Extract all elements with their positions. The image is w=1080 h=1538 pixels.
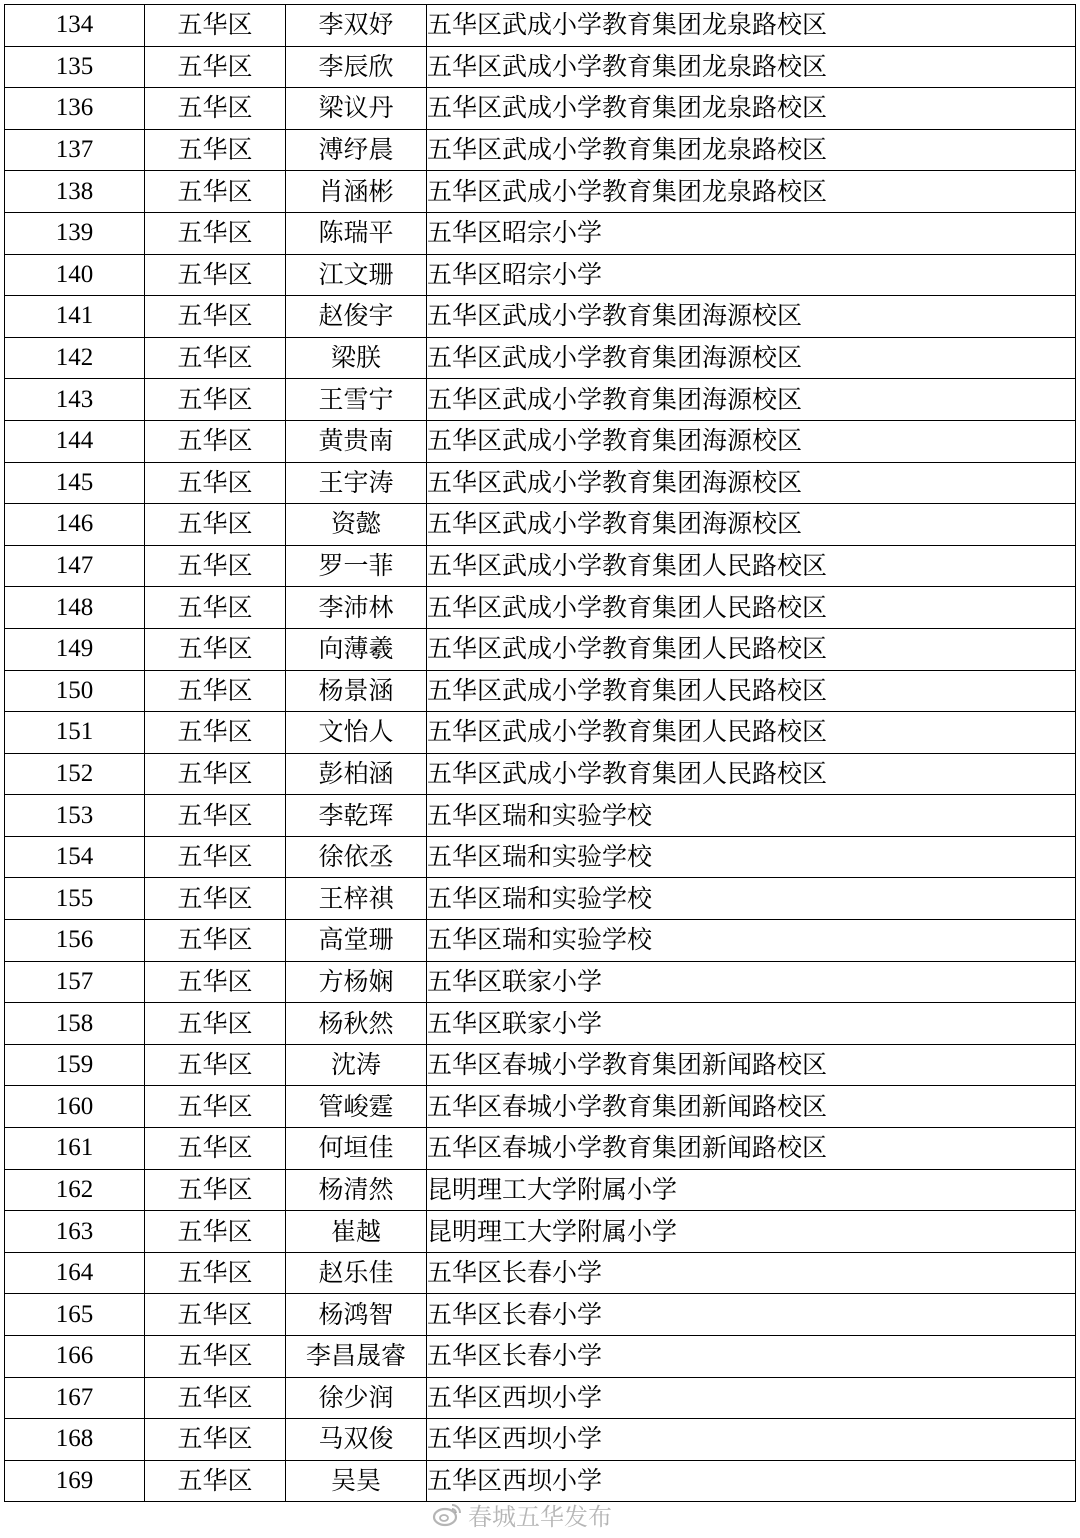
row-number-cell: 163	[5, 1211, 145, 1253]
table-row	[5, 1211, 1076, 1253]
district-cell: 五华区	[145, 1336, 286, 1378]
school-cell: 五华区昭宗小学	[427, 212, 1076, 254]
student-name-cell: 肖涵彬	[286, 171, 427, 213]
table-row	[5, 1252, 1076, 1294]
school-cell: 五华区长春小学	[427, 1252, 1076, 1294]
district-cell: 五华区	[145, 1128, 286, 1170]
student-name-cell: 资懿	[286, 504, 427, 546]
district-cell: 五华区	[145, 296, 286, 338]
table-row	[5, 1419, 1076, 1461]
district-cell: 五华区	[145, 920, 286, 962]
table-row	[5, 1377, 1076, 1419]
school-cell: 五华区武成小学教育集团海源校区	[427, 296, 1076, 338]
table-row	[5, 1294, 1076, 1336]
district-cell: 五华区	[145, 379, 286, 421]
district-cell: 五华区	[145, 420, 286, 462]
school-cell: 五华区武成小学教育集团人民路校区	[427, 587, 1076, 629]
row-number-cell: 146	[5, 504, 145, 546]
district-cell: 五华区	[145, 46, 286, 88]
district-cell: 五华区	[145, 1044, 286, 1086]
table-row	[5, 753, 1076, 795]
student-name-cell: 马双俊	[286, 1419, 427, 1461]
roster-table-body	[5, 5, 1076, 1502]
student-name-cell: 向薄羲	[286, 628, 427, 670]
student-name-cell: 江文珊	[286, 254, 427, 296]
table-row	[5, 1169, 1076, 1211]
student-name-cell: 王宇涛	[286, 462, 427, 504]
student-name-cell: 彭柏涵	[286, 753, 427, 795]
row-number-cell: 138	[5, 171, 145, 213]
school-cell: 五华区瑞和实验学校	[427, 795, 1076, 837]
district-cell: 五华区	[145, 1003, 286, 1045]
district-cell: 五华区	[145, 1419, 286, 1461]
row-number-cell: 158	[5, 1003, 145, 1045]
school-cell: 五华区武成小学教育集团人民路校区	[427, 628, 1076, 670]
school-cell: 五华区联家小学	[427, 961, 1076, 1003]
table-row	[5, 88, 1076, 130]
student-name-cell: 黄贵南	[286, 420, 427, 462]
student-name-cell: 王梓祺	[286, 878, 427, 920]
school-cell: 五华区武成小学教育集团龙泉路校区	[427, 88, 1076, 130]
row-number-cell: 147	[5, 545, 145, 587]
table-row	[5, 1128, 1076, 1170]
row-number-cell: 136	[5, 88, 145, 130]
table-row	[5, 171, 1076, 213]
school-cell: 五华区西坝小学	[427, 1419, 1076, 1461]
student-name-cell: 李辰欣	[286, 46, 427, 88]
table-row	[5, 1086, 1076, 1128]
table-row	[5, 462, 1076, 504]
row-number-cell: 166	[5, 1336, 145, 1378]
school-cell: 五华区西坝小学	[427, 1460, 1076, 1502]
row-number-cell: 153	[5, 795, 145, 837]
student-name-cell: 罗一菲	[286, 545, 427, 587]
row-number-cell: 168	[5, 1419, 145, 1461]
student-name-cell: 吴昊	[286, 1460, 427, 1502]
district-cell: 五华区	[145, 1294, 286, 1336]
row-number-cell: 155	[5, 878, 145, 920]
row-number-cell: 134	[5, 5, 145, 47]
table-row	[5, 920, 1076, 962]
district-cell: 五华区	[145, 5, 286, 47]
district-cell: 五华区	[145, 712, 286, 754]
district-cell: 五华区	[145, 795, 286, 837]
district-cell: 五华区	[145, 878, 286, 920]
school-cell: 五华区瑞和实验学校	[427, 878, 1076, 920]
table-row	[5, 46, 1076, 88]
district-cell: 五华区	[145, 1460, 286, 1502]
district-cell: 五华区	[145, 504, 286, 546]
student-name-cell: 杨鸿智	[286, 1294, 427, 1336]
student-name-cell: 杨秋然	[286, 1003, 427, 1045]
student-name-cell: 管峻霆	[286, 1086, 427, 1128]
school-cell: 五华区西坝小学	[427, 1377, 1076, 1419]
table-row	[5, 712, 1076, 754]
school-cell: 五华区瑞和实验学校	[427, 920, 1076, 962]
table-row	[5, 878, 1076, 920]
row-number-cell: 161	[5, 1128, 145, 1170]
row-number-cell: 144	[5, 420, 145, 462]
school-cell: 五华区武成小学教育集团人民路校区	[427, 545, 1076, 587]
roster-table	[4, 4, 1076, 1502]
row-number-cell: 142	[5, 337, 145, 379]
district-cell: 五华区	[145, 961, 286, 1003]
school-cell: 五华区武成小学教育集团龙泉路校区	[427, 171, 1076, 213]
student-name-cell: 陈瑞平	[286, 212, 427, 254]
student-name-cell: 赵俊宇	[286, 296, 427, 338]
school-cell: 昆明理工大学附属小学	[427, 1211, 1076, 1253]
row-number-cell: 157	[5, 961, 145, 1003]
district-cell: 五华区	[145, 1169, 286, 1211]
district-cell: 五华区	[145, 753, 286, 795]
table-row	[5, 420, 1076, 462]
student-name-cell: 徐少润	[286, 1377, 427, 1419]
table-row	[5, 1003, 1076, 1045]
table-row	[5, 545, 1076, 587]
table-row	[5, 5, 1076, 47]
table-row	[5, 129, 1076, 171]
table-row	[5, 628, 1076, 670]
school-cell: 五华区武成小学教育集团人民路校区	[427, 753, 1076, 795]
student-name-cell: 高堂珊	[286, 920, 427, 962]
weibo-icon	[432, 1501, 462, 1527]
district-cell: 五华区	[145, 836, 286, 878]
school-cell: 昆明理工大学附属小学	[427, 1169, 1076, 1211]
student-name-cell: 方杨娴	[286, 961, 427, 1003]
table-row	[5, 1460, 1076, 1502]
school-cell: 五华区武成小学教育集团海源校区	[427, 420, 1076, 462]
district-cell: 五华区	[145, 462, 286, 504]
table-row	[5, 254, 1076, 296]
student-name-cell: 李昌晟睿	[286, 1336, 427, 1378]
row-number-cell: 151	[5, 712, 145, 754]
row-number-cell: 143	[5, 379, 145, 421]
school-cell: 五华区瑞和实验学校	[427, 836, 1076, 878]
table-row	[5, 1336, 1076, 1378]
school-cell: 五华区春城小学教育集团新闻路校区	[427, 1086, 1076, 1128]
row-number-cell: 145	[5, 462, 145, 504]
table-row	[5, 337, 1076, 379]
district-cell: 五华区	[145, 254, 286, 296]
student-name-cell: 杨景涵	[286, 670, 427, 712]
district-cell: 五华区	[145, 1211, 286, 1253]
student-name-cell: 杨清然	[286, 1169, 427, 1211]
district-cell: 五华区	[145, 587, 286, 629]
school-cell: 五华区春城小学教育集团新闻路校区	[427, 1128, 1076, 1170]
school-cell: 五华区武成小学教育集团人民路校区	[427, 712, 1076, 754]
row-number-cell: 162	[5, 1169, 145, 1211]
district-cell: 五华区	[145, 1377, 286, 1419]
school-cell: 五华区武成小学教育集团海源校区	[427, 379, 1076, 421]
table-row	[5, 587, 1076, 629]
row-number-cell: 152	[5, 753, 145, 795]
row-number-cell: 156	[5, 920, 145, 962]
student-name-cell: 李沛林	[286, 587, 427, 629]
district-cell: 五华区	[145, 171, 286, 213]
table-row	[5, 1044, 1076, 1086]
student-name-cell: 梁朕	[286, 337, 427, 379]
district-cell: 五华区	[145, 129, 286, 171]
district-cell: 五华区	[145, 212, 286, 254]
row-number-cell: 140	[5, 254, 145, 296]
school-cell: 五华区武成小学教育集团龙泉路校区	[427, 46, 1076, 88]
student-name-cell: 王雪宁	[286, 379, 427, 421]
table-row	[5, 795, 1076, 837]
district-cell: 五华区	[145, 337, 286, 379]
row-number-cell: 149	[5, 628, 145, 670]
school-cell: 五华区长春小学	[427, 1336, 1076, 1378]
row-number-cell: 154	[5, 836, 145, 878]
school-cell: 五华区武成小学教育集团龙泉路校区	[427, 5, 1076, 47]
student-name-cell: 梁议丹	[286, 88, 427, 130]
school-cell: 五华区联家小学	[427, 1003, 1076, 1045]
table-row	[5, 504, 1076, 546]
table-row	[5, 836, 1076, 878]
table-row	[5, 296, 1076, 338]
table-row	[5, 961, 1076, 1003]
row-number-cell: 135	[5, 46, 145, 88]
school-cell: 五华区武成小学教育集团海源校区	[427, 337, 1076, 379]
school-cell: 五华区武成小学教育集团海源校区	[427, 504, 1076, 546]
school-cell: 五华区昭宗小学	[427, 254, 1076, 296]
student-name-cell: 徐依丞	[286, 836, 427, 878]
table-row	[5, 379, 1076, 421]
student-name-cell: 溥纾晨	[286, 129, 427, 171]
row-number-cell: 167	[5, 1377, 145, 1419]
school-cell: 五华区长春小学	[427, 1294, 1076, 1336]
student-name-cell: 何垣佳	[286, 1128, 427, 1170]
row-number-cell: 150	[5, 670, 145, 712]
student-name-cell: 崔越	[286, 1211, 427, 1253]
student-name-cell: 赵乐佳	[286, 1252, 427, 1294]
row-number-cell: 137	[5, 129, 145, 171]
student-name-cell: 李双妤	[286, 5, 427, 47]
school-cell: 五华区春城小学教育集团新闻路校区	[427, 1044, 1076, 1086]
row-number-cell: 139	[5, 212, 145, 254]
table-row	[5, 212, 1076, 254]
row-number-cell: 141	[5, 296, 145, 338]
school-cell: 五华区武成小学教育集团海源校区	[427, 462, 1076, 504]
district-cell: 五华区	[145, 88, 286, 130]
row-number-cell: 165	[5, 1294, 145, 1336]
student-name-cell: 文怡人	[286, 712, 427, 754]
row-number-cell: 169	[5, 1460, 145, 1502]
district-cell: 五华区	[145, 545, 286, 587]
row-number-cell: 160	[5, 1086, 145, 1128]
row-number-cell: 159	[5, 1044, 145, 1086]
district-cell: 五华区	[145, 670, 286, 712]
school-cell: 五华区武成小学教育集团人民路校区	[427, 670, 1076, 712]
district-cell: 五华区	[145, 1252, 286, 1294]
table-row	[5, 670, 1076, 712]
row-number-cell: 164	[5, 1252, 145, 1294]
school-cell: 五华区武成小学教育集团龙泉路校区	[427, 129, 1076, 171]
district-cell: 五华区	[145, 628, 286, 670]
student-name-cell: 李乾珲	[286, 795, 427, 837]
district-cell: 五华区	[145, 1086, 286, 1128]
student-name-cell: 沈涛	[286, 1044, 427, 1086]
row-number-cell: 148	[5, 587, 145, 629]
watermark-text: 春城五华发布	[468, 1502, 612, 1531]
